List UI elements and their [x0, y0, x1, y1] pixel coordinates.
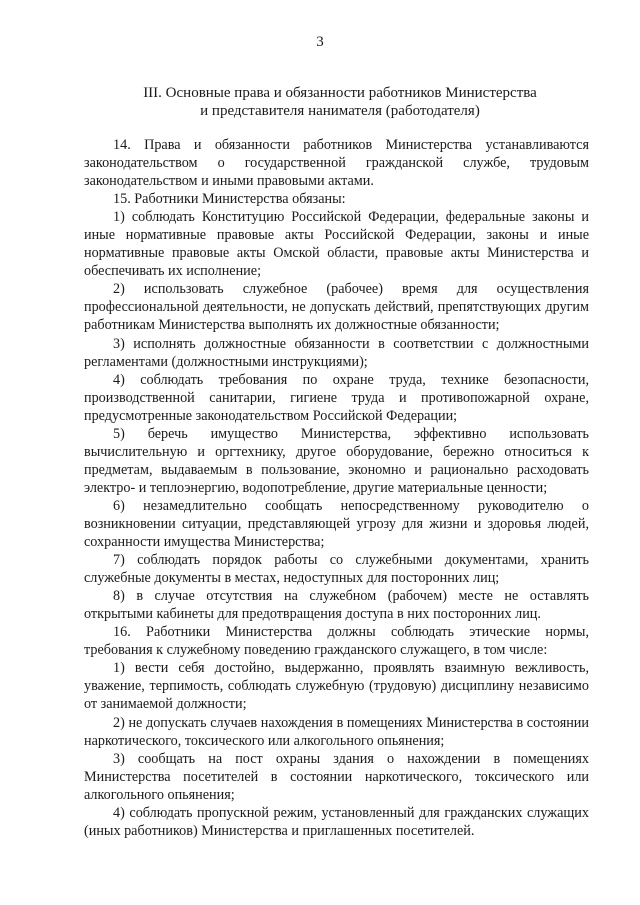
list-item-15-6: 6) незамедлительно сообщать непосредственному руководителю о возникновении ситуации, представляющей угрозу для жизни и здоровья людей, сохранности имущества Министерства;: [84, 497, 589, 551]
list-item-16-1: 1) вести себя достойно, выдержанно, проявлять взаимную вежливость, уважение, терпимость, соблюдать служебную (трудовую) дисциплину независимо от занимаемой должности;: [84, 660, 589, 713]
list-item-16-4: 4) соблюдать пропускной режим, установленный для гражданских служащих (иных работников) Министерства и приглашенных посетителей.: [84, 804, 589, 839]
list-item-15-8: 8) в случае отсутствия на служебном (рабочем) месте не оставлять открытыми кабинеты для предотвращения доступа в них посторонних лиц.: [84, 588, 589, 623]
paragraph-16: 16. Работники Министерства должны соблюдать этические нормы, требования к служебному поведению гражданского служащего, в том числе:: [84, 624, 589, 659]
list-item-15-2: 2) использовать служебное (рабочее) время для осуществления профессиональной деятельности, не допускать действий, препятствующих другим работникам Министерства выполнять их должностные обязанности;: [84, 281, 589, 334]
list-item-15-3: 3) исполнять должностные обязанности в соответствии с должностными регламентами (должностными инструкциями);: [84, 335, 589, 370]
list-item-15-7: 7) соблюдать порядок работы со служебными документами, хранить служебные документы в местах, недоступных для посторонних лиц;: [84, 552, 589, 587]
paragraph-15: 15. Работники Министерства обязаны:: [113, 191, 346, 208]
list-item-15-5: 5) беречь имущество Министерства, эффективно использовать вычислительную и оргтехнику, другое оборудование, бережно относиться к предметам, выдаваемым в пользование, экономно и рационально расходовать электро- и теплоэнергию, водопотребление, другие материальные ценности;: [84, 425, 589, 496]
list-item-15-1: 1) соблюдать Конституцию Российской Федерации, федеральные законы и иные нормативные правовые акты Российской Федерации, законы и иные нормативные правовые акты Омской области, правовые акты Министерства и обеспечивать их исполнение;: [84, 209, 589, 280]
list-item-15-4: 4) соблюдать требования по охране труда, технике безопасности, производственной санитарии, гигиене труда и противопожарной охране, предусмотренные законодательством Российской Федерации;: [84, 371, 589, 424]
section-heading-line-1: III. Основные права и обязанности работников Министерства: [143, 85, 537, 101]
list-item-16-2: 2) не допускать случаев нахождения в помещениях Министерства в состоянии наркотического, токсического или алкогольного опьянения;: [84, 714, 589, 749]
list-item-16-3: 3) сообщать на пост охраны здания о нахождении в помещениях Министерства посетителей в состоянии наркотического, токсического или алкогольного опьянения;: [84, 750, 589, 803]
paragraph-14: 14. Права и обязанности работников Министерства устанавливаются законодательством о государственной гражданской службе, трудовым законодательством и иными правовыми актами.: [84, 137, 589, 190]
section-heading-line-2: и представителя нанимателя (работодателя): [200, 103, 480, 119]
section-heading: [120, 84, 560, 120]
document-body: [84, 136, 589, 840]
page-number: 3: [316, 34, 324, 50]
